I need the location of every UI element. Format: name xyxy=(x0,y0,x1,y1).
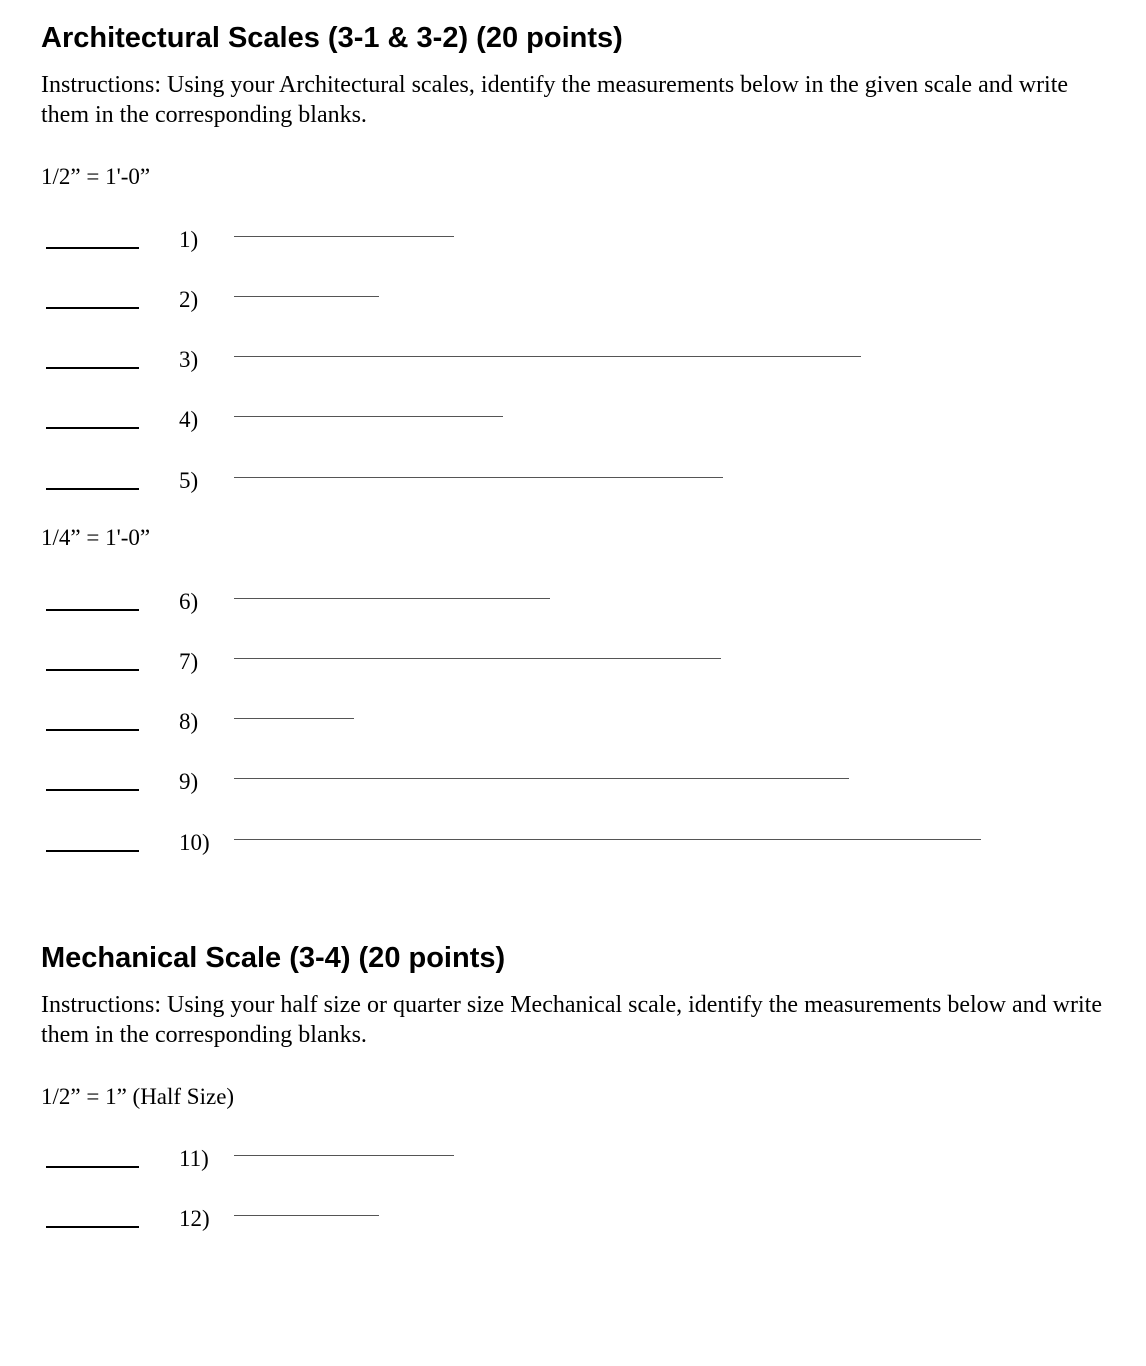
measurement-line xyxy=(234,416,503,417)
measurement-line xyxy=(234,236,454,237)
question-row xyxy=(0,286,1146,322)
scale-label-quarter-inch: 1/4” = 1'-0” xyxy=(41,525,151,550)
measurement-line xyxy=(234,839,981,840)
answer-blank[interactable] xyxy=(46,1166,139,1168)
measurement-line xyxy=(234,718,354,719)
question-row xyxy=(0,708,1146,744)
scale-label-half-size: 1/2” = 1” (Half Size) xyxy=(41,1084,235,1109)
question-row xyxy=(0,648,1146,684)
question-row xyxy=(0,346,1146,382)
answer-blank[interactable] xyxy=(46,850,139,852)
answer-blank[interactable] xyxy=(46,307,139,309)
answer-blank[interactable] xyxy=(46,789,139,791)
measurement-line xyxy=(234,598,550,599)
answer-blank[interactable] xyxy=(46,247,139,249)
answer-blank[interactable] xyxy=(46,367,139,369)
question-row xyxy=(0,829,1146,865)
scale-label-half-inch: 1/2” = 1'-0” xyxy=(41,164,151,189)
question-row xyxy=(0,588,1146,624)
question-row xyxy=(0,768,1146,804)
question-row xyxy=(0,1205,1146,1241)
question-number: 3) xyxy=(179,347,199,372)
answer-blank[interactable] xyxy=(46,427,139,429)
question-row xyxy=(0,226,1146,262)
measurement-line xyxy=(234,778,849,779)
question-number: 7) xyxy=(179,649,199,674)
question-number: 9) xyxy=(179,769,199,794)
measurement-line xyxy=(234,296,379,297)
question-number: 8) xyxy=(179,709,199,734)
measurement-line xyxy=(234,356,861,357)
question-number: 12) xyxy=(179,1206,210,1231)
question-number: 10) xyxy=(179,830,210,855)
mechanical-section-title: Mechanical Scale (3-4) (20 points) xyxy=(41,942,506,974)
question-row xyxy=(0,1145,1146,1181)
measurement-line xyxy=(234,658,721,659)
answer-blank[interactable] xyxy=(46,1226,139,1228)
question-number: 5) xyxy=(179,468,199,493)
question-number: 1) xyxy=(179,227,199,252)
answer-blank[interactable] xyxy=(46,488,139,490)
question-row xyxy=(0,406,1146,442)
measurement-line xyxy=(234,1155,454,1156)
question-number: 4) xyxy=(179,407,199,432)
answer-blank[interactable] xyxy=(46,669,139,671)
architectural-section-title: Architectural Scales (3-1 & 3-2) (20 points) xyxy=(41,22,623,54)
question-row xyxy=(0,467,1146,503)
answer-blank[interactable] xyxy=(46,729,139,731)
question-number: 2) xyxy=(179,287,199,312)
mechanical-instructions: Instructions: Using your half size or quarter size Mechanical scale, identify the measurements below and write them in the corresponding blanks. xyxy=(41,992,1102,1048)
answer-blank[interactable] xyxy=(46,609,139,611)
architectural-instructions: Instructions: Using your Architectural scales, identify the measurements below in the given scale and write them in the corresponding blanks. xyxy=(41,72,1069,128)
question-number: 11) xyxy=(179,1146,209,1171)
measurement-line xyxy=(234,1215,379,1216)
question-number: 6) xyxy=(179,589,199,614)
measurement-line xyxy=(234,477,723,478)
